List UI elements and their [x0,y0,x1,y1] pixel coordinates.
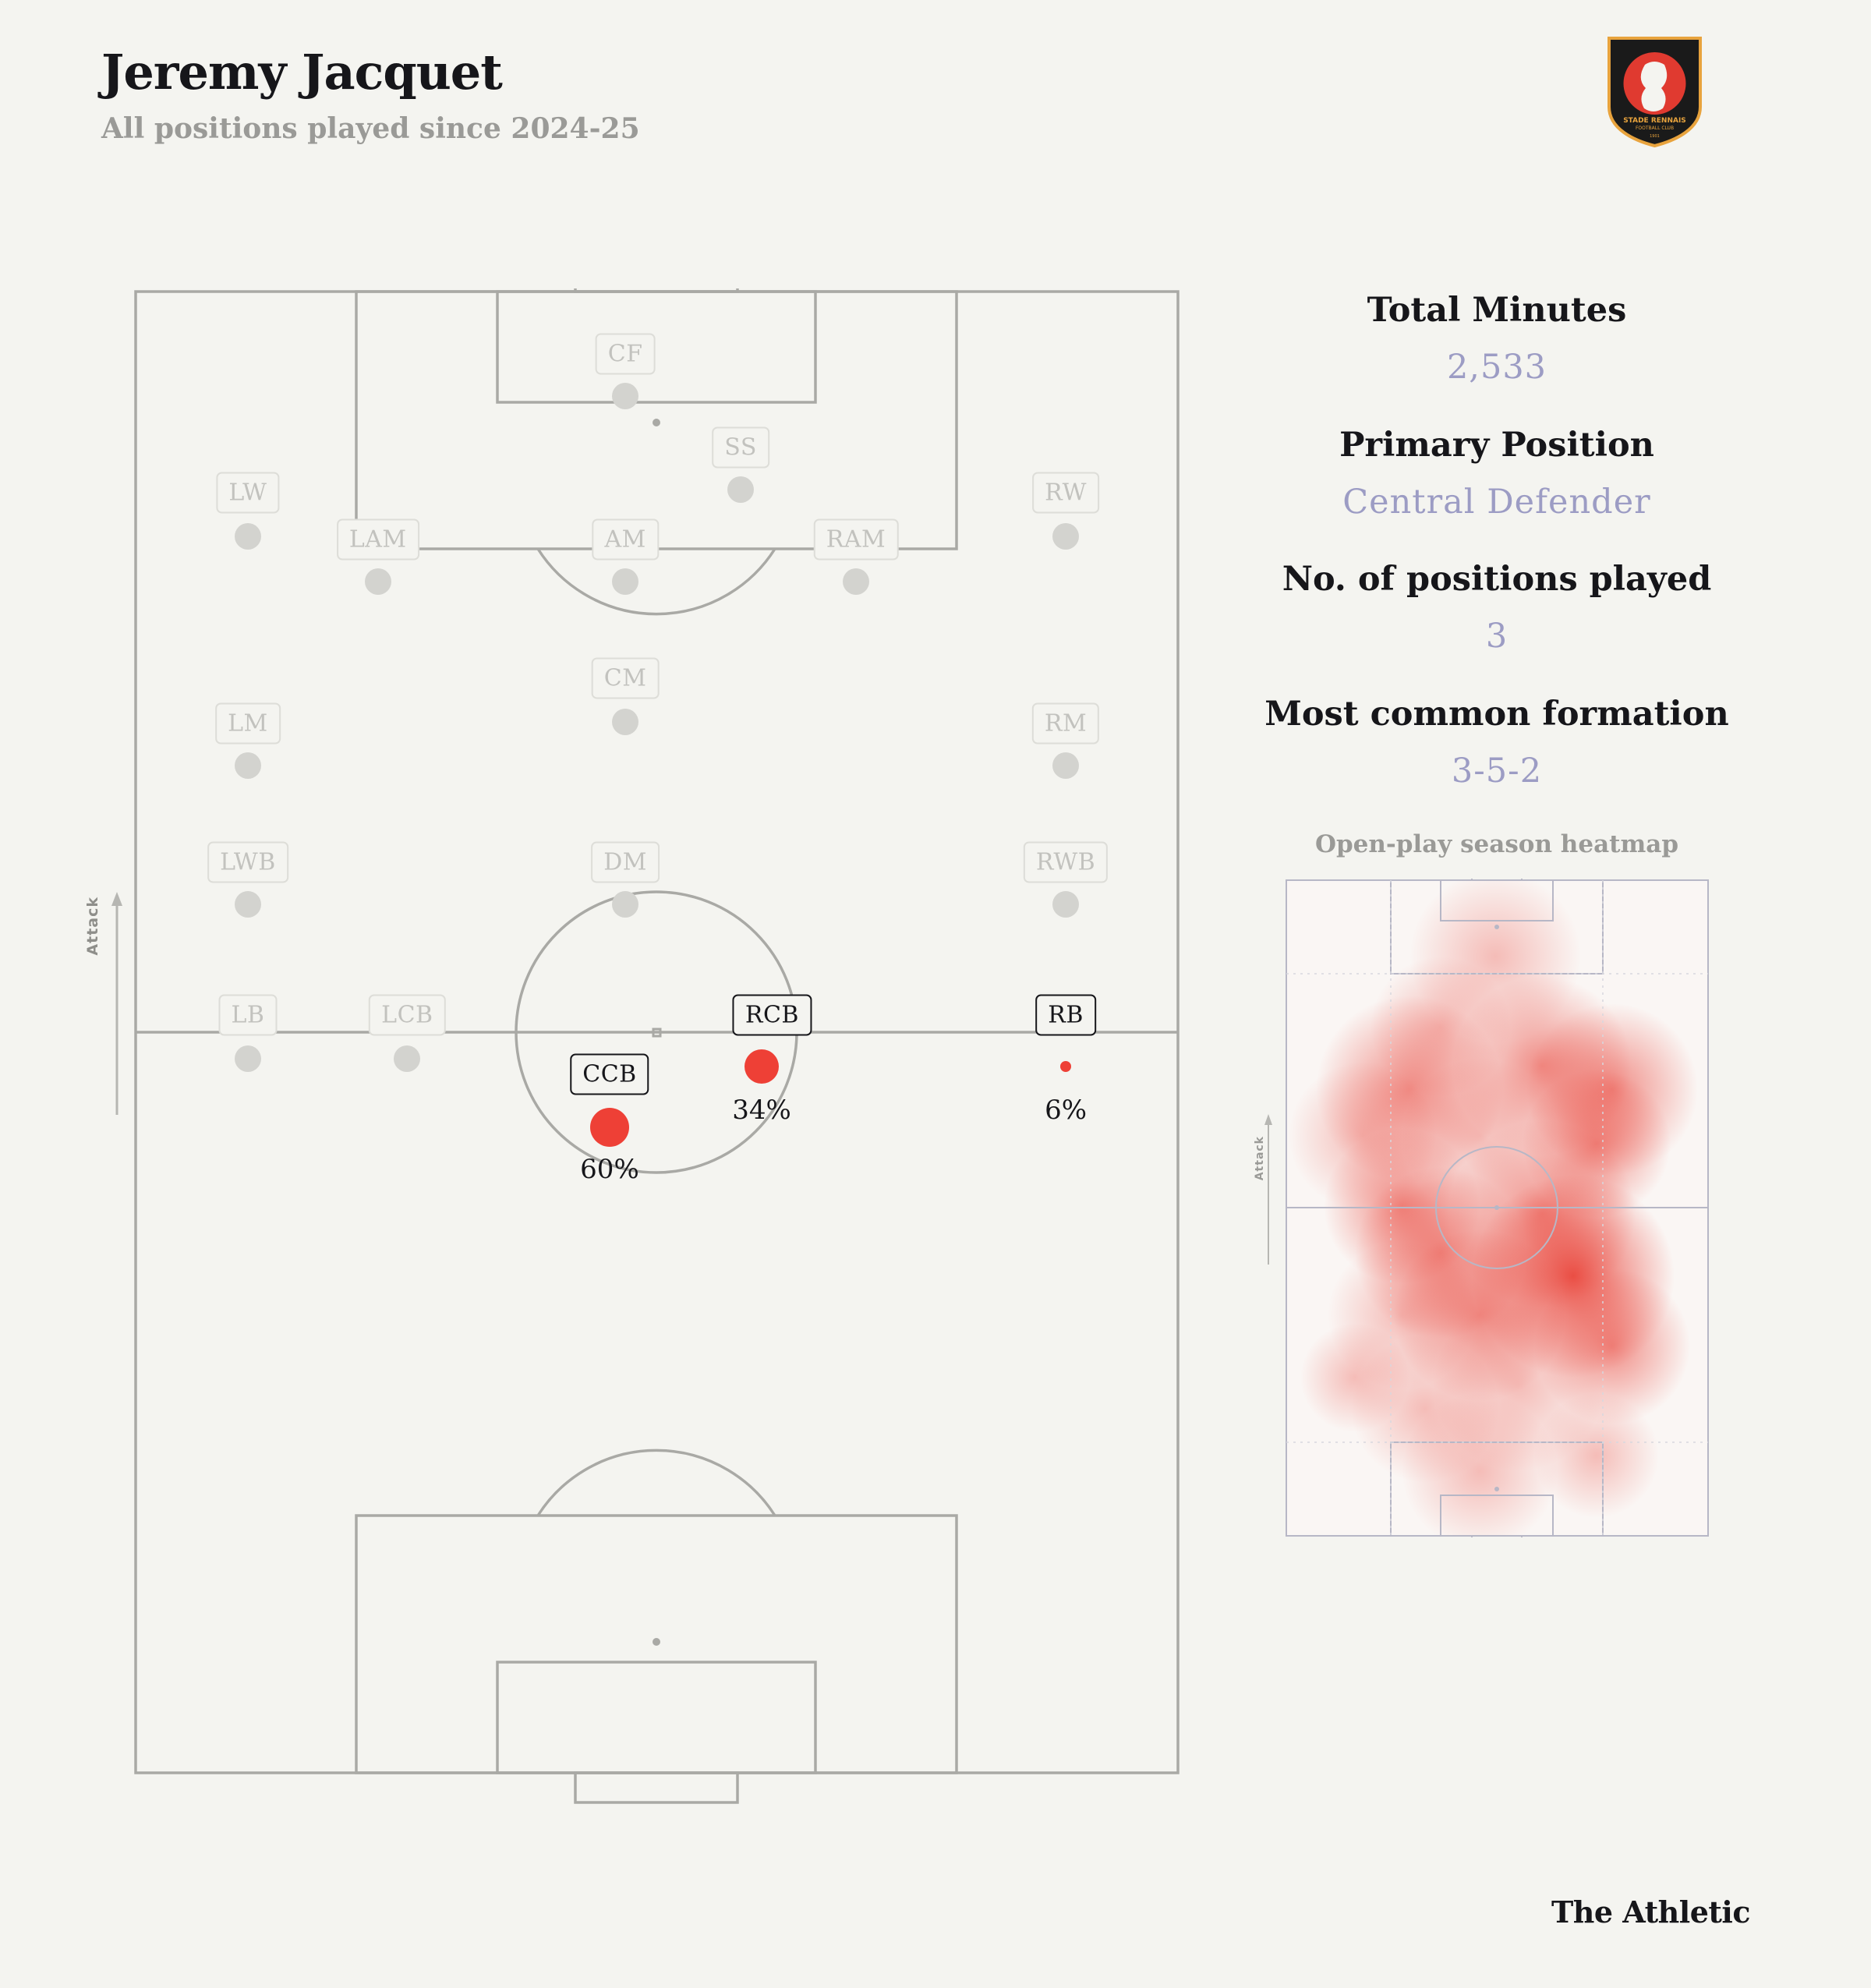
position-label-rm[interactable]: RM [1032,703,1099,745]
position-label-cm[interactable]: CM [592,658,660,699]
stat-label-primary-position: Primary Position [1339,425,1654,465]
attack-arrow-icon [109,889,125,1123]
heatmap [1253,879,1710,1541]
position-label-lwb[interactable]: LWB [207,842,288,883]
stats-panel [1224,292,1770,1541]
club-crest-icon [1606,35,1703,148]
position-dot-cf[interactable] [612,383,638,409]
position-dot-rcb[interactable] [745,1049,779,1084]
position-label-cf[interactable]: CF [596,334,656,375]
position-dot-rb[interactable] [1060,1061,1071,1072]
heatmap-attack-direction-label: Attack [1253,1136,1266,1181]
positions-pitch [133,288,1181,1848]
position-label-rw[interactable]: RW [1032,472,1099,514]
position-pct-ccb: 60% [580,1154,639,1185]
position-dot-cm[interactable] [612,709,638,735]
position-label-ccb[interactable]: CCB [570,1054,649,1095]
position-label-rwb[interactable]: RWB [1024,842,1108,883]
stat-label-positions-played: No. of positions played [1282,560,1712,600]
position-dot-lm[interactable] [235,752,261,779]
svg-text:FOOTBALL CLUB: FOOTBALL CLUB [1635,126,1675,131]
svg-text:STADE RENNAIS: STADE RENNAIS [1623,117,1686,125]
position-pct-rcb: 34% [732,1095,791,1126]
position-label-lam[interactable]: LAM [337,519,419,561]
stat-positions-played [1224,561,1770,656]
position-dot-rw[interactable] [1052,523,1079,550]
position-dot-ss[interactable] [727,476,754,503]
position-label-lm[interactable]: LM [215,703,281,745]
page-subtitle: All positions played since 2024-25 [101,112,640,146]
heatmap-canvas [1285,879,1710,1537]
position-dot-lw[interactable] [235,523,261,550]
stat-value-common-formation: 3-5-2 [1451,752,1543,791]
position-dot-ccb[interactable] [590,1108,629,1147]
position-dot-rm[interactable] [1052,752,1079,779]
stat-value-total-minutes: 2,533 [1446,348,1547,387]
position-pct-rb: 6% [1045,1095,1088,1126]
position-dot-lb[interactable] [235,1045,261,1072]
position-dot-lcb[interactable] [394,1045,420,1072]
position-label-lw[interactable]: LW [216,472,279,514]
stat-label-total-minutes: Total Minutes [1367,291,1627,330]
stat-total-minutes [1224,292,1770,387]
svg-text:1901: 1901 [1650,134,1660,139]
position-dot-lam[interactable] [365,568,391,595]
position-label-rcb[interactable]: RCB [733,995,812,1036]
page-title: Jeremy Jacquet [101,44,502,101]
position-dot-lwb[interactable] [235,891,261,918]
heatmap-attack-arrow-icon [1263,1113,1274,1268]
position-label-am[interactable]: AM [592,519,658,561]
position-dot-am[interactable] [612,568,638,595]
pitch-attack-direction-label: Attack [84,897,101,956]
position-label-ram[interactable]: RAM [814,519,898,561]
stat-primary-position [1224,427,1770,522]
position-label-ss[interactable]: SS [712,427,769,469]
brand-footer: The Athletic [1551,1894,1750,1930]
position-dot-ram[interactable] [843,568,869,595]
stat-common-formation [1224,696,1770,791]
stat-value-primary-position: Central Defender [1342,482,1651,522]
heatmap-title: Open-play season heatmap [1314,830,1679,859]
position-label-rb[interactable]: RB [1035,995,1096,1036]
stat-label-common-formation: Most common formation [1264,694,1729,734]
position-label-dm[interactable]: DM [591,842,660,883]
position-label-lb[interactable]: LB [218,995,277,1036]
position-dot-dm[interactable] [612,891,638,918]
position-label-lcb[interactable]: LCB [369,995,445,1036]
header [101,44,640,146]
position-dot-rwb[interactable] [1052,891,1079,918]
stat-value-positions-played: 3 [1485,617,1508,656]
